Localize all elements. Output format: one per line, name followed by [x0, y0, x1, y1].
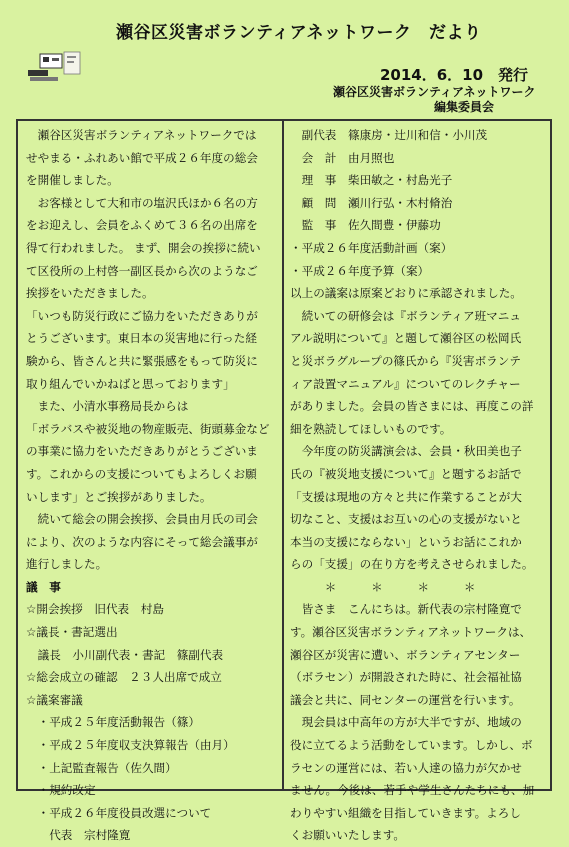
- publisher-organization: 瀬谷区災害ボランティアネットワーク: [333, 85, 536, 99]
- text-line: くお願いいたします。: [290, 828, 406, 843]
- text-line: 議会と共に、同センターの運営を行います。: [290, 692, 521, 707]
- text-line: とうございます。東日本の災害地に行った経: [26, 331, 257, 346]
- text-line: を開催しました。: [26, 173, 119, 188]
- text-line: の事業に協力をいただきありがとうございま: [26, 444, 258, 459]
- officer-line: 理 事 柴田敏之・村島光子: [290, 173, 453, 188]
- text-line: 本当の支援にならない」というお話にこれか: [290, 534, 522, 549]
- left-column: [26, 124, 278, 847]
- text-line: 切なこと、支援はお互いの心の支援がないと: [290, 512, 522, 527]
- officer-line: 会 計 由月照也: [290, 150, 395, 165]
- text-line: 皆さま こんにちは。新代表の宗村隆寛で: [290, 602, 522, 617]
- asterisk-separator: ＊ ＊ ＊ ＊: [290, 579, 476, 594]
- agenda-item: ・平成２５年度収支決算報告（由月）: [26, 738, 235, 753]
- text-line: と災ボラグループの篠氏から『災害ボランテ: [290, 353, 521, 368]
- text-line: お客様として大和市の塩沢氏ほか６名の方: [26, 195, 258, 210]
- agenda-item: ☆議案審議: [26, 692, 83, 707]
- text-line: す。これからの支援についてもよろしくお願: [26, 466, 257, 481]
- agenda-item: ・上記監査報告（佐久間）: [26, 760, 177, 775]
- officer-line: 顧 問 瀬川行弘・木村脩治: [290, 195, 453, 210]
- agenda-item: ☆開会挨拶 旧代表 村島: [26, 602, 164, 617]
- text-line: 細を熟読してほしいものです。: [290, 421, 452, 436]
- text-line: 役に立てるよう活動をしています。しかし、ボ: [290, 738, 533, 753]
- text-line: 進行しました。: [26, 557, 108, 572]
- newsletter-title: 瀬谷区災害ボランティアネットワーク だより: [116, 23, 482, 43]
- text-line: 今年度の防災講演会は、会員・秋田美也子: [290, 444, 522, 459]
- text-line: により、次のような内容にそって総会議事が: [26, 534, 258, 549]
- text-line: （ボラセン）が開設された時に、社会福祉協: [290, 670, 522, 685]
- right-column: [290, 124, 544, 847]
- officer-line: 監 事 佐久間豊・伊藤功: [290, 218, 441, 233]
- text-line: 挨拶をいただきました。: [26, 286, 154, 301]
- text-line: をお迎えし、会員をふくめて３６名の出席を: [26, 218, 258, 233]
- text-line: 験から、皆さんと共に緊張感をもって防災に: [26, 353, 258, 368]
- agenda-item: ☆議長・書記選出: [26, 625, 118, 640]
- agenda-item: ☆総会成立の確認 ２３人出席で成立: [26, 670, 222, 685]
- column-divider: [282, 119, 284, 791]
- text-line: せやまる・ふれあい館で平成２６年度の総会: [26, 150, 258, 165]
- agenda-item: ・平成２６年度活動計画（案）: [290, 240, 453, 255]
- text-line: 以上の議案は原案どおりに承認されました。: [290, 286, 522, 301]
- text-line: 瀬谷区が災害に遭い、ボランティアセンター: [290, 647, 521, 662]
- text-line: 取り組んでいかねばと思っております」: [26, 376, 235, 391]
- text-line: いします」とご挨拶がありました。: [26, 489, 212, 504]
- text-line: 現会員は中高年の方が大半ですが、地域の: [290, 715, 522, 730]
- text-line: ません。今後は、若手や学生さんたちにも、加: [290, 783, 535, 798]
- agenda-item: ・平成２５年度活動報告（篠）: [26, 715, 200, 730]
- text-line: 瀬谷区災害ボランティアネットワークでは: [26, 128, 257, 142]
- text-line: 「いつも防災行政にご協力をいただきありが: [26, 308, 258, 323]
- text-line: て区役所の上村啓一副区長から次のようなご: [26, 263, 258, 278]
- text-line: 氏の『被災地支援について』と題するお話で: [290, 466, 522, 481]
- text-line: ラセンの運営には、若い人達の協力が欠かせ: [290, 760, 522, 775]
- agenda-item: ・平成２６年度予算（案）: [290, 263, 430, 278]
- issue-date: 2014．6．10 発行: [380, 66, 529, 84]
- volunteer-logo-icon: [26, 50, 82, 84]
- text-line: 「支援は現地の方々と共に作業することが大: [290, 489, 522, 504]
- publisher-committee: 編集委員会: [434, 100, 495, 114]
- agenda-item: ・規約改定: [26, 783, 96, 798]
- text-line: 続いて総会の開会挨拶、会員由月氏の司会: [26, 512, 258, 527]
- text-line: がありました。会員の皆さまには、再度この詳: [290, 399, 534, 414]
- officer-line: 副代表 篠康房・辻川和信・小川茂: [290, 128, 488, 142]
- text-line: また、小清水事務局長からは: [26, 399, 189, 414]
- text-line: 得て行われました。 まず、開会の挨拶に続い: [26, 240, 261, 255]
- text-line: す。瀬谷区災害ボランティアネットワークは、: [290, 625, 532, 640]
- agenda-item: 議長 小川副代表・書記 篠副代表: [26, 647, 224, 662]
- text-line: らの「支援」の在り方を考えさせられました。: [290, 557, 534, 572]
- agenda-heading: 議 事: [26, 579, 61, 594]
- text-line: ィア設置マニュアル』についてのレクチャー: [290, 376, 521, 391]
- agenda-item: 代表 宗村隆寛: [26, 828, 131, 843]
- agenda-item: ・平成２６年度役員改選について: [26, 805, 212, 820]
- text-line: アル説明について』と題して瀬谷区の松岡氏: [290, 331, 522, 346]
- text-line: わりやすい組織を目指していきます。よろし: [290, 805, 521, 820]
- text-line: 「ボラバスや被災地の物産販売、街頭募金など: [26, 421, 270, 436]
- text-line: 続いての研修会は『ボランティア班マニュ: [290, 308, 521, 323]
